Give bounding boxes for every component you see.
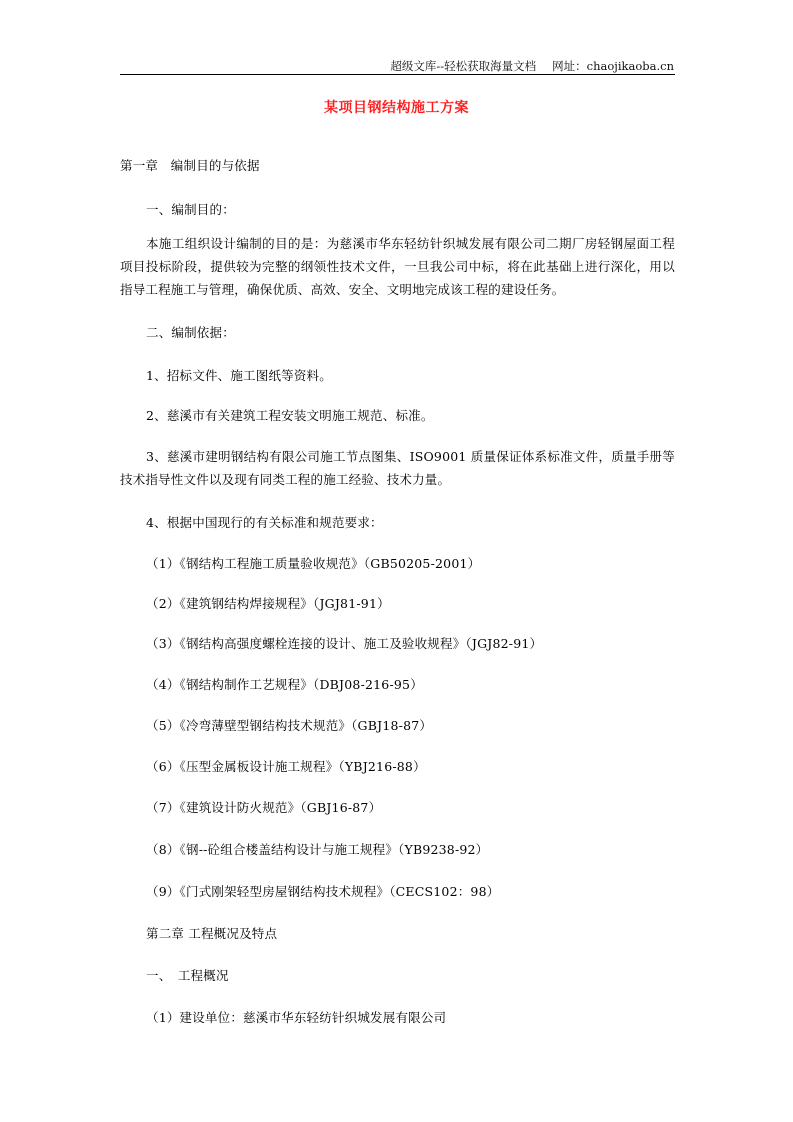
standard-item: （6）《压型金属板设计施工规程》（YBJ216-88） <box>146 759 426 774</box>
standard-item: （1）《钢结构工程施工质量验收规范》（GB50205-2001） <box>146 556 481 571</box>
basis-item-2: 2、慈溪市有关建筑工程安装文明施工规范、标准。 <box>146 408 434 423</box>
chapter-2-heading: 第二章 工程概况及特点 <box>146 926 278 941</box>
project-overview-item: （1）建设单位：慈溪市华东轻纺针织城发展有限公司 <box>146 1010 447 1025</box>
basis-item-3: 3、慈溪市建明钢结构有限公司施工节点图集、ISO9001 质量保证体系标准文件，质量手册等技术指导性文件以及现有同类工程的施工经验、技术力量。 <box>120 449 675 487</box>
header-site-name: 超级文库--轻松获取海量文档 <box>390 59 537 73</box>
standard-item: （8）《钢--砼组合楼盖结构设计与施工规程》（YB9238-92） <box>146 842 489 857</box>
purpose-paragraph: 本施工组织设计编制的目的是：为慈溪市华东轻纺针织城发展有限公司二期厂房轻钢屋面工程项目投标阶段，提供较为完整的纲领性技术文件，一旦我公司中标，将在此基础上进行深化，用以指导工程施工与管理，确保优质、高效、安全、文明地完成该工程的建设任务。 <box>120 236 675 297</box>
basis-item-1: 1、招标文件、施工图纸等资料。 <box>146 368 332 383</box>
document-title: 某项目钢结构施工方案 <box>324 100 469 116</box>
chapter-2-section-1-heading: 一、 工程概况 <box>146 968 229 983</box>
standard-item: （4）《钢结构制作工艺规程》（DBJ08-216-95） <box>146 677 423 692</box>
section-2-heading: 二、编制依据： <box>146 325 235 340</box>
standard-item: （7）《建筑设计防火规范》（GBJ16-87） <box>146 800 382 815</box>
standard-item: （2）《建筑钢结构焊接规程》（JGJ81-91） <box>146 596 390 611</box>
header-divider <box>120 74 675 75</box>
basis-item-4: 4、根据中国现行的有关标准和规范要求： <box>146 515 383 530</box>
chapter-1-heading: 第一章 编制目的与依据 <box>120 158 260 173</box>
standard-item: （9）《门式刚架轻型房屋钢结构技术规程》（CECS102：98） <box>146 884 500 899</box>
section-1-heading: 一、编制目的： <box>146 202 235 217</box>
header-url: 网址：chaojikaoba.cn <box>552 59 674 73</box>
page-header <box>390 58 674 74</box>
standard-item: （3）《钢结构高强度螺栓连接的设计、施工及验收规程》（JGJ82-91） <box>146 636 543 651</box>
standard-item: （5）《冷弯薄壁型钢结构技术规范》（GBJ18-87） <box>146 718 433 733</box>
